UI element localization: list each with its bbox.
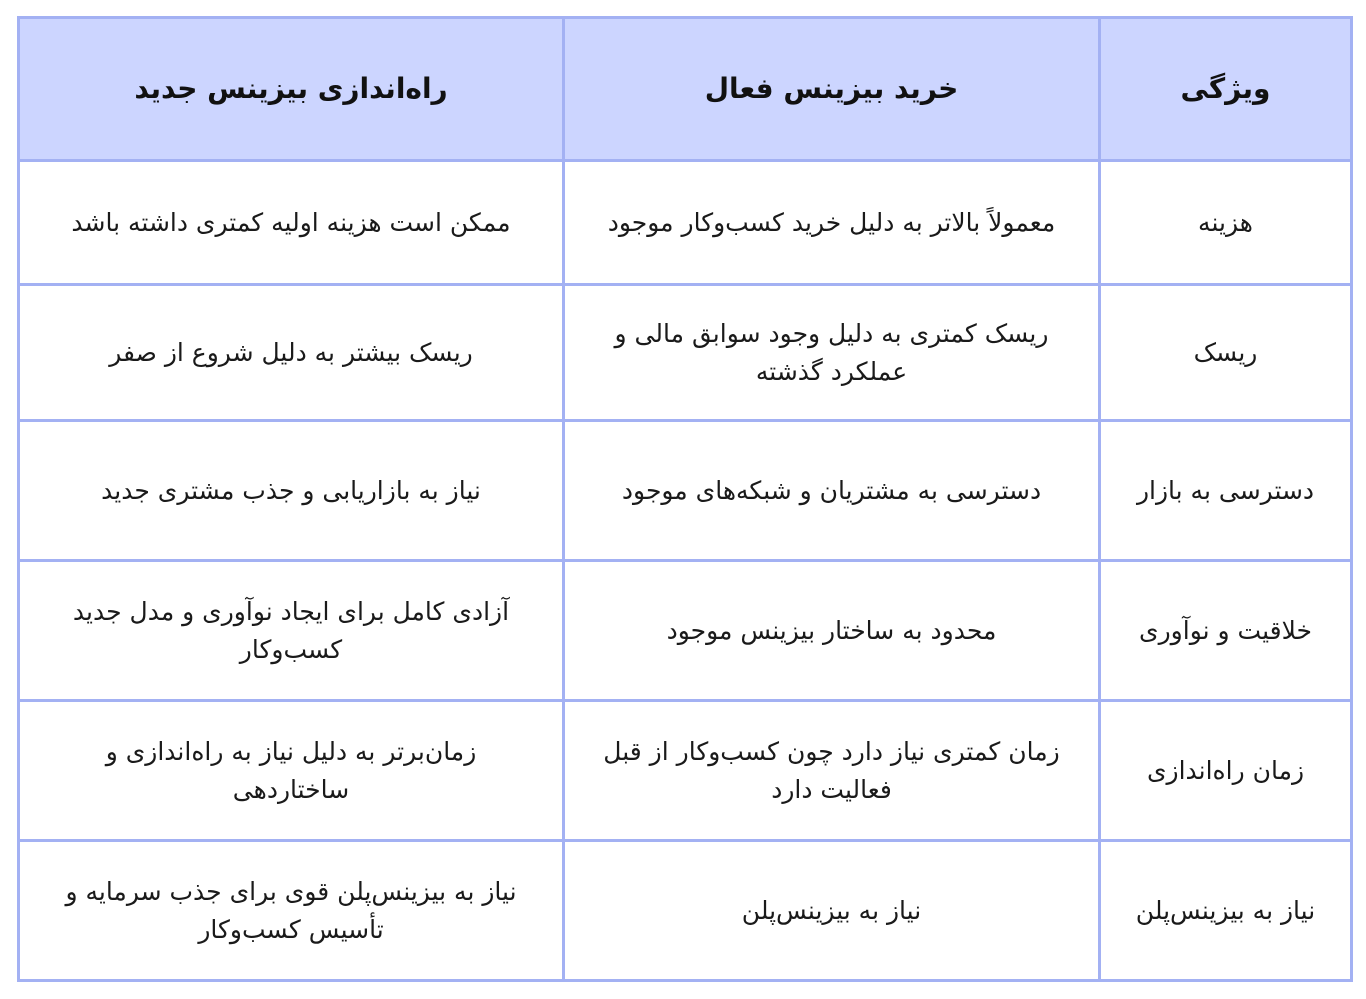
cell-start: زمان‌برتر به دلیل نیاز به راه‌اندازی و ساختاردهی: [19, 701, 564, 841]
comparison-table: [17, 16, 1353, 982]
cell-feature: خلاقیت و نوآوری: [1100, 561, 1352, 701]
cell-start: ریسک بیشتر به دلیل شروع از صفر: [19, 285, 564, 421]
cell-buy: محدود به ساختار بیزینس موجود: [564, 561, 1100, 701]
table-row-creativity: [19, 561, 1352, 701]
cell-start: نیاز به بازاریابی و جذب مشتری جدید: [19, 421, 564, 561]
cell-buy: ریسک کمتری به دلیل وجود سوابق مالی و عملکرد گذشته: [564, 285, 1100, 421]
table-header-row: [19, 18, 1352, 161]
cell-feature: نیاز به بیزینس‌پلن: [1100, 841, 1352, 981]
header-start-new-business: راه‌اندازی بیزینس جدید: [19, 18, 564, 161]
table-row-cost: [19, 161, 1352, 285]
cell-buy: دسترسی به مشتریان و شبکه‌های موجود: [564, 421, 1100, 561]
comparison-table-container: [17, 16, 1350, 982]
table-row-market-access: [19, 421, 1352, 561]
cell-buy: نیاز به بیزینس‌پلن: [564, 841, 1100, 981]
cell-feature: زمان راه‌اندازی: [1100, 701, 1352, 841]
cell-buy: زمان کمتری نیاز دارد چون کسب‌وکار از قبل فعالیت دارد: [564, 701, 1100, 841]
header-feature: ویژگی: [1100, 18, 1352, 161]
table-row-launch-time: [19, 701, 1352, 841]
table-row-risk: [19, 285, 1352, 421]
cell-feature: دسترسی به بازار: [1100, 421, 1352, 561]
cell-feature: ریسک: [1100, 285, 1352, 421]
header-buy-existing-business: خرید بیزینس فعال: [564, 18, 1100, 161]
table-row-business-plan: [19, 841, 1352, 981]
cell-start: آزادی کامل برای ایجاد نوآوری و مدل جدید کسب‌وکار: [19, 561, 564, 701]
cell-buy: معمولاً بالاتر به دلیل خرید کسب‌وکار موجود: [564, 161, 1100, 285]
cell-start: ممکن است هزینه اولیه کمتری داشته باشد: [19, 161, 564, 285]
cell-feature: هزینه: [1100, 161, 1352, 285]
cell-start: نیاز به بیزینس‌پلن قوی برای جذب سرمایه و تأسیس کسب‌وکار: [19, 841, 564, 981]
